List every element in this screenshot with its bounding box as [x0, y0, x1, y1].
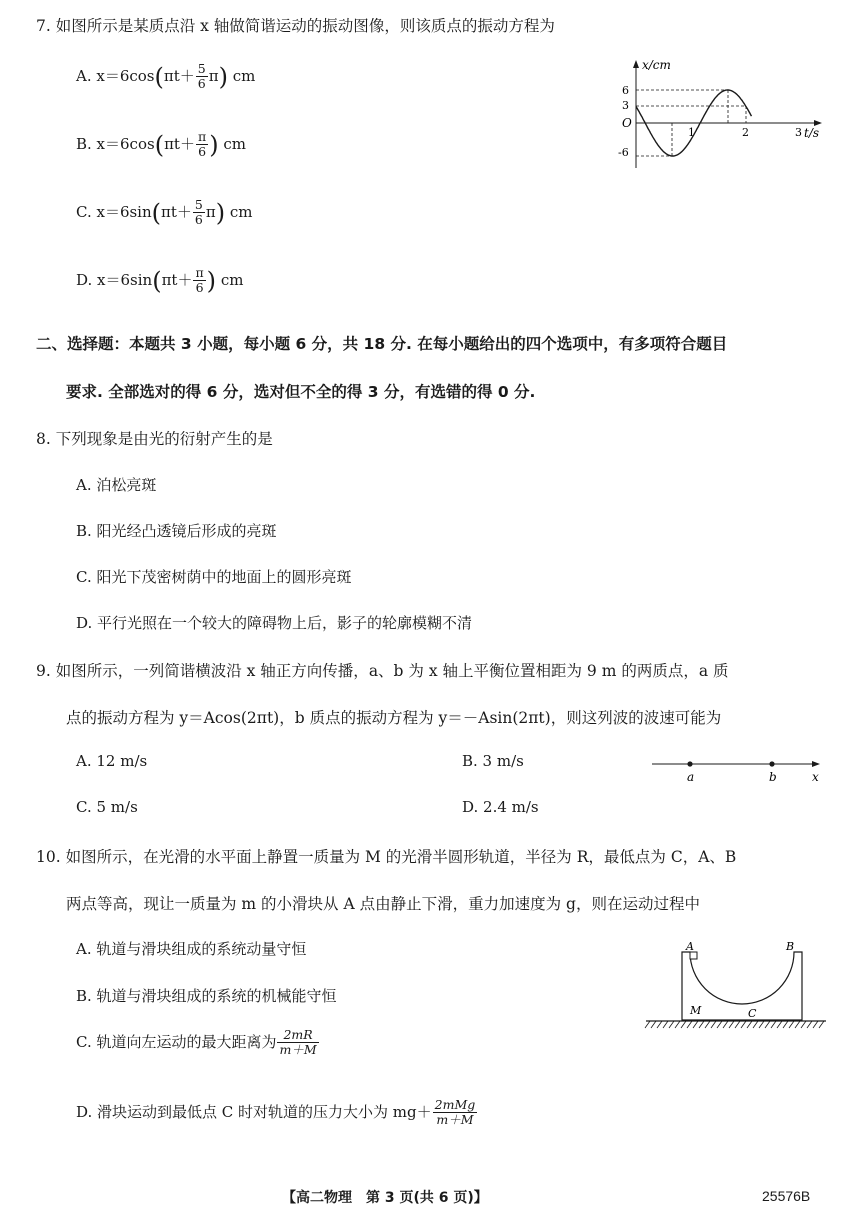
q9-line2: 点的振动方程为 y＝Acos(2πt)，b 质点的振动方程为 y＝－Asin(2πt)，则这列波的波速可能为 [66, 709, 722, 727]
q10-option-c: C. 轨道向左运动的最大距离为 $\frac{2mR}{m+M}$ [76, 1027, 317, 1058]
hatch-line [723, 1021, 728, 1028]
q8-option-c: C. 阳光下茂密树荫中的地面上的圆形亮斑 [76, 568, 352, 586]
hatch-line [645, 1021, 650, 1028]
page-footer: 【高二物理 第 3 页(共 6 页)】 [282, 1190, 488, 1206]
point-b-label: B [786, 940, 795, 953]
x-tick-1: 1 [688, 126, 695, 139]
q9-option-a: A. 12 m/s [76, 752, 148, 770]
hatch-line [819, 1021, 824, 1028]
q9-option-b: B. 3 m/s [462, 752, 524, 770]
point-b-label: b [769, 770, 777, 784]
hatch-line [651, 1021, 656, 1028]
hatch-line [777, 1021, 782, 1028]
y-axis-label: x/cm [642, 58, 671, 72]
q10-line1: 10. 如图所示，在光滑的水平面上静置一质量为 M 的光滑半圆形轨道，半径为 R，最低点为 C，A、B [36, 848, 737, 866]
q8-option-d: D. 平行光照在一个较大的障碍物上后，影子的轮廓模糊不清 [76, 614, 473, 632]
hatch-line [687, 1021, 692, 1028]
origin-label: O [622, 116, 632, 130]
hatch-line [765, 1021, 770, 1028]
q10-option-b: B. 轨道与滑块组成的系统的机械能守恒 [76, 987, 337, 1005]
point-b-dot [769, 761, 774, 766]
mass-m-label: M [690, 1004, 702, 1017]
y-tick-3: 3 [622, 99, 629, 112]
point-a-dot [687, 761, 692, 766]
x-axis-label: t/s [804, 126, 820, 140]
point-c-label: C [748, 1007, 757, 1020]
q8-option-a: A. 泊松亮斑 [76, 476, 157, 494]
hatch-line [801, 1021, 806, 1028]
q7-stem: 7. 如图所示是某质点沿 x 轴做简谐运动的振动图像，则该质点的振动方程为 [36, 17, 555, 35]
y-tick-neg6: -6 [618, 146, 629, 159]
q7-option-d: D. x＝6sin(πt＋ $\frac{\pi}{6}$ ) cm [76, 265, 244, 296]
axis-label: x [812, 770, 819, 784]
q7-option-b: B. x＝6cos(πt＋ $\frac{\pi}{6}$ ) cm [76, 129, 246, 160]
hatch-line [741, 1021, 746, 1028]
q8-option-b: B. 阳光经凸透镜后形成的亮斑 [76, 522, 277, 540]
q10-option-a: A. 轨道与滑块组成的系统动量守恒 [76, 940, 307, 958]
hatch-line [663, 1021, 668, 1028]
point-a-label: a [687, 770, 695, 784]
y-tick-6: 6 [622, 84, 629, 97]
ground-hatching [645, 1021, 824, 1028]
q9-line1: 9. 如图所示，一列简谐横波沿 x 轴正方向传播，a、b 为 x 轴上平衡位置相距为 9 m 的两质点，a 质 [36, 662, 729, 680]
hatch-line [675, 1021, 680, 1028]
hatch-line [657, 1021, 662, 1028]
hatch-line [753, 1021, 758, 1028]
point-a-label: A [686, 940, 694, 953]
hatch-line [747, 1021, 752, 1028]
hatch-line [717, 1021, 722, 1028]
hatch-line [669, 1021, 674, 1028]
q10-option-d: D. 滑块运动到最低点 C 时对轨道的压力大小为 mg＋ $\frac{\text{2mMg}}{m+M}$ [76, 1097, 476, 1128]
hatch-line [705, 1021, 710, 1028]
hatch-line [735, 1021, 740, 1028]
section2-line1: 二、选择题：本题共 3 小题，每小题 6 分，共 18 分. 在每小题给出的四个选项中，有多项符合题目 [36, 335, 728, 353]
hatch-line [693, 1021, 698, 1028]
hatch-line [681, 1021, 686, 1028]
hatch-line [789, 1021, 794, 1028]
x-axis-arrow [812, 761, 820, 767]
q10-line2: 两点等高，现让一质量为 m 的小滑块从 A 点由静止下滑，重力加速度为 g，则在运动过程中 [66, 895, 700, 913]
hatch-line [759, 1021, 764, 1028]
q7-option-c: C. x＝6sin(πt＋ $\frac{5}{6}$ π) cm [76, 197, 253, 228]
x-tick-3: 3 [795, 126, 802, 139]
q9-option-c: C. 5 m/s [76, 798, 138, 816]
q8-stem: 8. 下列现象是由光的衍射产生的是 [36, 430, 273, 448]
slider-block [690, 952, 697, 959]
hatch-line [711, 1021, 716, 1028]
q9-option-d: D. 2.4 m/s [462, 798, 539, 816]
q7-option-a: A. x＝6cos(πt＋ $\frac{5}{6}$ π) cm [76, 61, 256, 92]
exam-code: 25576B [762, 1188, 811, 1204]
hatch-line [807, 1021, 812, 1028]
section2-line2: 要求. 全部选对的得 6 分，选对但不全的得 3 分，有选错的得 0 分. [66, 383, 536, 401]
hatch-line [795, 1021, 800, 1028]
x-tick-2: 2 [742, 126, 749, 139]
hatch-line [729, 1021, 734, 1028]
y-axis-arrow [633, 60, 639, 68]
q9-wave-figure [648, 754, 828, 788]
q7-vibration-graph [612, 56, 832, 176]
q10-track-figure [642, 938, 832, 1034]
hatch-line [699, 1021, 704, 1028]
hatch-line [783, 1021, 788, 1028]
hatch-line [771, 1021, 776, 1028]
hatch-line [813, 1021, 818, 1028]
